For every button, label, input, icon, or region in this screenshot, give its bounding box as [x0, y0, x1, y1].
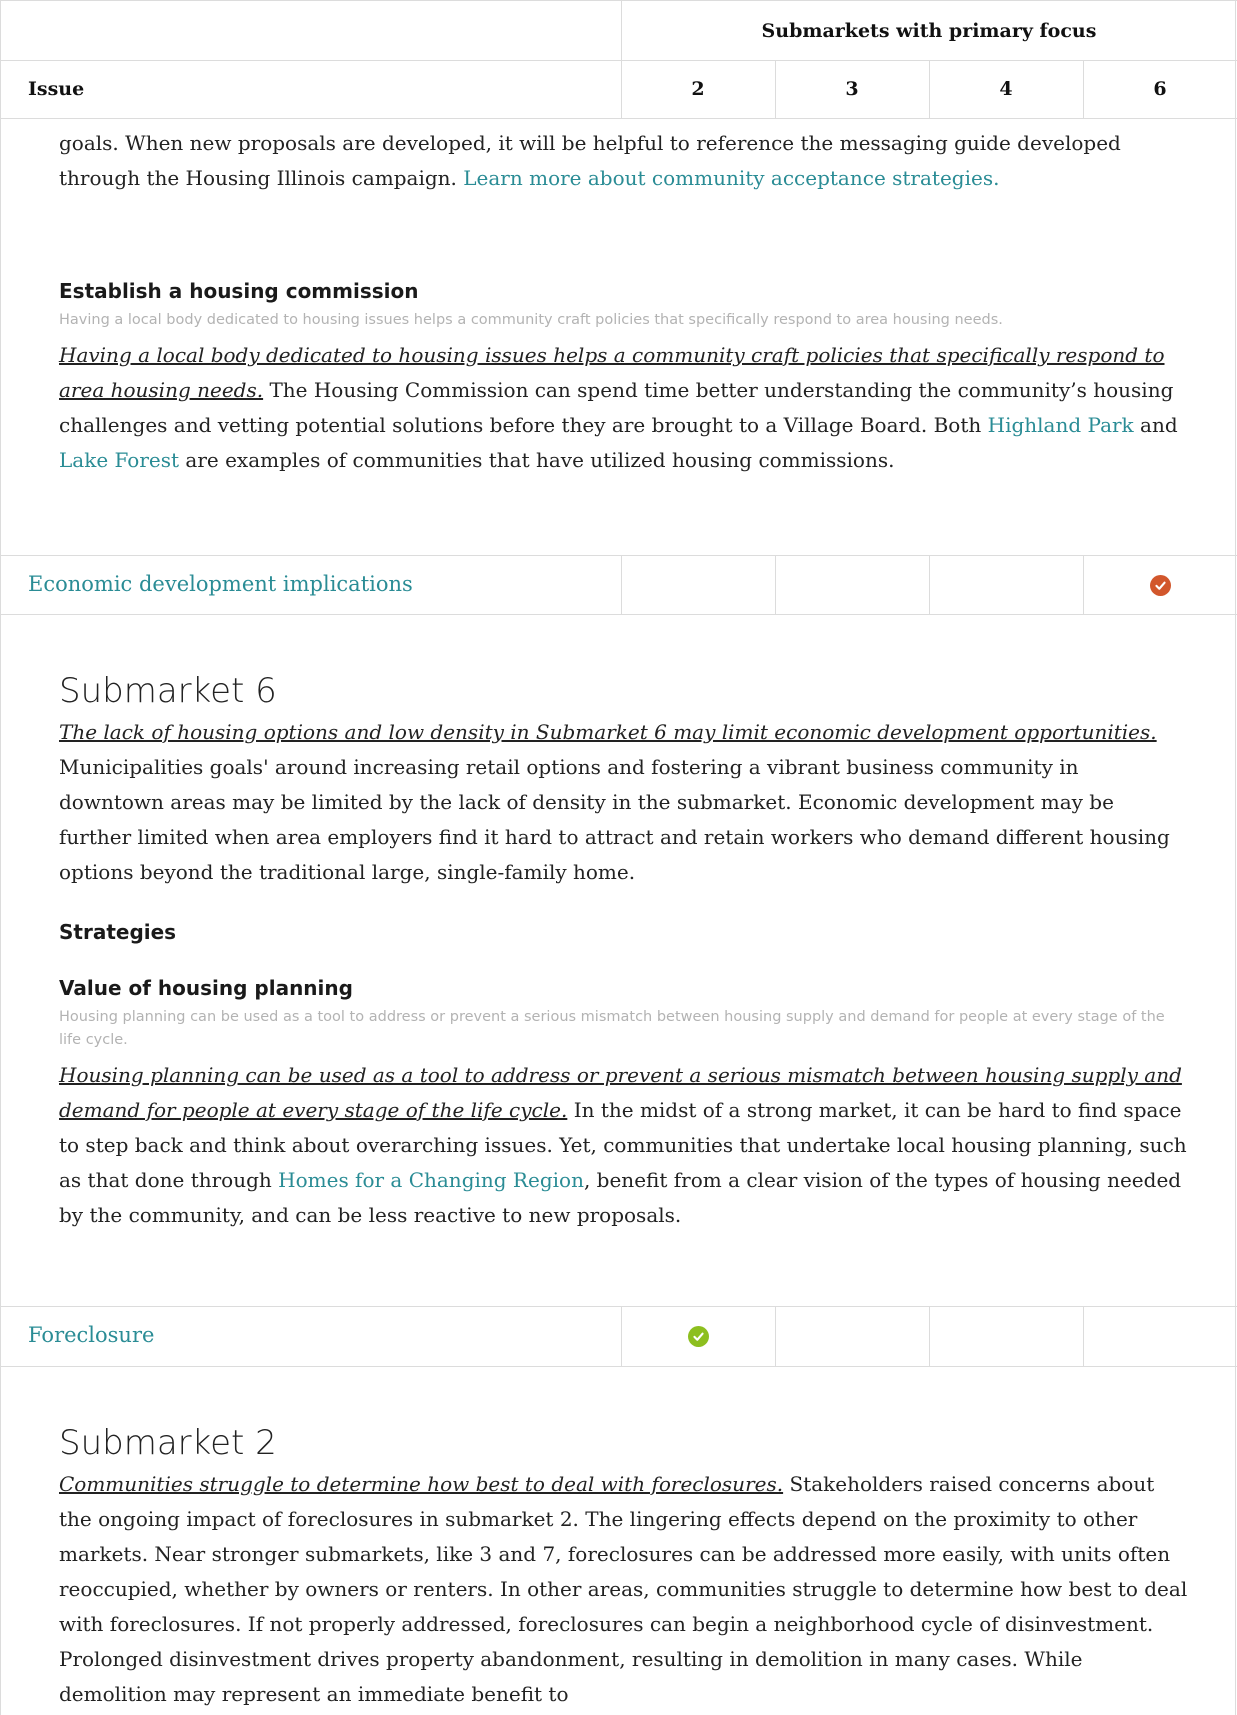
header-group-row: [1, 0, 1237, 60]
strategy-body: The Housing Commission can spend time better understanding the community’s housing challenges and vetting potential solutions before they are brought to a Village Board. Both: [59, 378, 1174, 437]
highland-park-link[interactable]: Highland Park: [987, 413, 1134, 437]
issue-row-foreclosure[interactable]: [1, 1306, 1237, 1366]
submarket-2-section: [59, 1423, 1189, 1712]
conjunction-text: and: [1140, 413, 1178, 437]
column-divider: [621, 1307, 622, 1366]
strategy-summary: Housing planning can be used as a tool to address or prevent a serious mismatch between housing supply and demand for people at every stage of the life cycle.: [59, 1009, 1165, 1048]
lake-forest-link[interactable]: Lake Forest: [59, 448, 180, 472]
column-header-2: 2: [691, 78, 705, 100]
column-header-3: 3: [845, 78, 859, 100]
strategy-paragraph: [59, 338, 1189, 478]
strategy-summary: Having a local body dedicated to housing issues helps a community craft policies that specifically respond to area housing needs.: [59, 312, 1003, 328]
column-divider: [1083, 556, 1084, 614]
strategy-title: Establish a housing commission: [59, 279, 419, 303]
strategy-tail: are examples of communities that have utilized housing commissions.: [185, 448, 895, 472]
column-header-6: 6: [1153, 78, 1167, 100]
paragraph-text: goals. When new proposals are developed, it will be helpful to reference the messaging guide developed through the Housing Illinois campaign.: [59, 131, 1121, 190]
submarket-title: Submarket 2: [59, 1423, 277, 1463]
check-circle-icon: [688, 1326, 709, 1347]
strategy-lead: Housing planning can be used as a tool to address or prevent a serious mismatch between housing supply and demand for people at every stage of the life cycle.: [59, 1063, 1182, 1122]
column-divider: [1083, 1307, 1084, 1366]
submarket-paragraph: [59, 715, 1189, 890]
strategy-paragraph: [59, 1058, 1189, 1233]
homes-for-changing-region-link[interactable]: Homes for a Changing Region: [278, 1168, 584, 1192]
panel-paragraph: [59, 126, 1189, 196]
strategy-block: [59, 279, 1189, 478]
community-acceptance-link[interactable]: Learn more about community acceptance strategies.: [463, 166, 1000, 190]
column-divider: [775, 556, 776, 614]
column-divider: [621, 556, 622, 614]
column-header-4: 4: [999, 78, 1013, 100]
check-circle-icon: [1150, 575, 1171, 596]
strategies-heading: Strategies: [59, 920, 177, 944]
submarket-body: Municipalities goals' around increasing retail options and fostering a vibrant business community in downtown areas may be limited by the lack of density in the submarket. Economic development may be further limited when area employers find it hard to attract and retain workers who demand different housing options beyond the traditional large, single-family home.: [59, 755, 1170, 884]
panel-content: [59, 126, 1189, 196]
issue-link-economic-development[interactable]: Economic development implications: [28, 572, 413, 596]
issue-row-economic-development[interactable]: [1, 555, 1237, 614]
submarket-body: Stakeholders raised concerns about the ongoing impact of foreclosures in submarket 2. The lingering effects depend on the proximity to other markets. Near stronger submarkets, like 3 and 7, foreclosures can be addressed more easily, with units often reoccupied, whether by owners or renters. In other areas, communities struggle to determine how best to deal with foreclosures. If not properly addressed, foreclosures can begin a neighborhood cycle of disinvestment. Prolonged disinvestment drives property abandonment, resulting in demolition in many cases. While demolition may represent an immediate benefit to: [59, 1472, 1188, 1706]
expanded-panel-previous: [1, 118, 1237, 555]
expanded-panel-foreclosure: [1, 1366, 1237, 1715]
submarket-title: Submarket 6: [59, 671, 277, 711]
strategy-body: In the midst of a strong market, it can be hard to find space to step back and think about overarching issues. Yet, communities that undertake local housing planning, such as that done through: [59, 1098, 1187, 1192]
submarket-paragraph: [59, 1467, 1189, 1712]
issue-column-header: Issue: [28, 78, 85, 100]
submarket-lead: Communities struggle to determine how best to deal with foreclosures.: [59, 1472, 784, 1496]
strategy-lead: Having a local body dedicated to housing issues helps a community craft policies that specifically respond to area housing needs.: [59, 343, 1165, 402]
issue-link-foreclosure[interactable]: Foreclosure: [28, 1323, 155, 1347]
submarkets-group-label: Submarkets with primary focus: [761, 20, 1097, 42]
column-divider: [929, 1307, 930, 1366]
header-columns-row: [1, 60, 1237, 118]
column-divider: [775, 1307, 776, 1366]
submarket-lead: The lack of housing options and low density in Submarket 6 may limit economic development opportunities.: [59, 720, 1157, 744]
column-divider: [929, 556, 930, 614]
submarket-6-section: [59, 671, 1189, 1233]
expanded-panel-economic-development: [1, 614, 1237, 1306]
strategy-title: Value of housing planning: [59, 976, 353, 1000]
strategy-body-end: , benefit from a clear vision of the types of housing needed by the community, and can be less reactive to new proposals.: [59, 1168, 1182, 1227]
